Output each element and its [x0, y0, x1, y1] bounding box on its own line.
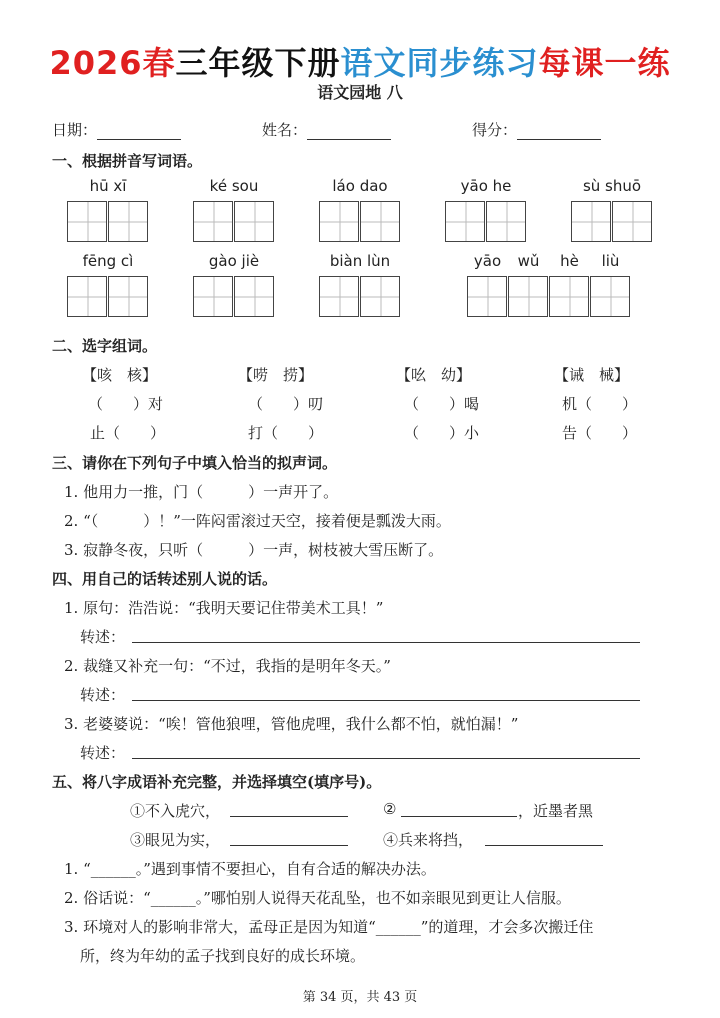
writing-box[interactable] — [234, 276, 274, 317]
section-3-heading: 三、请你在下列句子中填入恰当的拟声词。 — [52, 454, 338, 472]
pinyin: biàn lùn — [329, 252, 391, 270]
writing-box[interactable] — [193, 276, 233, 317]
name-blank[interactable] — [307, 123, 391, 140]
pinyin: liù — [601, 252, 620, 270]
char-group: 【诫 械】 — [554, 366, 630, 384]
writing-box[interactable] — [549, 276, 589, 317]
char-group: 【唠 捞】 — [238, 366, 314, 384]
word-blank[interactable]: 告（ ） — [562, 424, 638, 442]
idiom-2: ② — [383, 800, 397, 818]
answer-line[interactable] — [132, 641, 640, 643]
answer-line[interactable] — [132, 757, 640, 759]
score-blank[interactable] — [517, 123, 601, 140]
name-label: 姓名： — [262, 121, 308, 139]
page-title — [0, 38, 720, 84]
question-item: 1. 原句：浩浩说：“我明天要记住带美术工具！” — [64, 599, 384, 617]
pinyin: láo dao — [332, 177, 388, 195]
writing-box[interactable] — [571, 201, 611, 242]
pinyin: yāo — [473, 252, 502, 270]
question-item: 1. “______。”遇到事情不要担心，自有合适的解决办法。 — [64, 860, 436, 878]
name-field — [262, 119, 391, 140]
pinyin: fēng cì — [82, 252, 134, 270]
writing-box[interactable] — [360, 201, 400, 242]
pinyin: wǔ — [517, 252, 540, 270]
score-label: 得分： — [472, 121, 518, 139]
title-part: 语文同步练习 — [340, 44, 539, 82]
section-1-heading: 一、根据拼音写词语。 — [52, 152, 203, 170]
writing-box[interactable] — [508, 276, 548, 317]
idiom-blank[interactable] — [230, 844, 348, 846]
retell-label: 转述： — [80, 686, 126, 704]
title-part: 2026春 — [49, 44, 176, 82]
idiom-2-end: ，近墨者黑 — [518, 802, 594, 820]
pinyin: ké sou — [209, 177, 259, 195]
pinyin: gào jiè — [208, 252, 260, 270]
word-blank[interactable]: （ ）喝 — [404, 395, 480, 413]
word-blank[interactable]: （ ）小 — [404, 424, 480, 442]
word-blank[interactable]: 止（ ） — [90, 424, 166, 442]
writing-box[interactable] — [360, 276, 400, 317]
question-item: 1. 他用力一推，门（ ）一声开了。 — [64, 483, 339, 501]
word-blank[interactable]: 机（ ） — [562, 395, 638, 413]
page-footer: 第 34 页，共 43 页 — [302, 990, 418, 1005]
writing-box[interactable] — [193, 201, 233, 242]
writing-box[interactable] — [467, 276, 507, 317]
writing-box[interactable] — [445, 201, 485, 242]
pinyin: hè — [560, 252, 579, 270]
date-field — [52, 119, 181, 140]
idiom-blank[interactable] — [485, 844, 603, 846]
question-item-continued: 所，终为年幼的孟子找到良好的成长环境。 — [80, 947, 366, 965]
writing-box[interactable] — [108, 276, 148, 317]
idiom-blank[interactable] — [230, 815, 348, 817]
section-2-heading: 二、选字组词。 — [52, 337, 158, 355]
char-group: 【咳 核】 — [82, 366, 158, 384]
word-blank[interactable]: （ ）对 — [88, 395, 164, 413]
question-item: 2. “（ ）！”一阵闷雷滚过天空，接着便是瓢泼大雨。 — [64, 512, 451, 530]
question-item: 3. 环境对人的影响非常大，孟母正是因为知道“______”的道理，才会多次搬迁住 — [64, 918, 594, 936]
retell-label: 转述： — [80, 744, 126, 762]
idiom-1: ①不入虎穴， — [130, 802, 221, 820]
word-blank[interactable]: 打（ ） — [248, 424, 324, 442]
title-part: 每课一练 — [538, 44, 671, 82]
writing-box[interactable] — [234, 201, 274, 242]
idiom-4: ④兵来将挡， — [383, 831, 474, 849]
idiom-blank[interactable] — [401, 815, 517, 817]
question-item: 3. 老婆婆说：“唉！管他狼哩，管他虎哩，我什么都不怕，就怕漏！” — [64, 715, 519, 733]
writing-box[interactable] — [612, 201, 652, 242]
score-field — [472, 119, 601, 140]
word-blank[interactable]: （ ）叨 — [248, 395, 324, 413]
writing-box[interactable] — [486, 201, 526, 242]
question-item: 2. 俗话说：“______。”哪怕别人说得天花乱坠，也不如亲眼见到更让人信服。 — [64, 889, 571, 907]
question-item: 2. 裁缝又补充一句：“不过，我指的是明年冬天。” — [64, 657, 391, 675]
writing-box[interactable] — [108, 201, 148, 242]
writing-box[interactable] — [590, 276, 630, 317]
section-4-heading: 四、用自己的话转述别人说的话。 — [52, 570, 278, 588]
pinyin: sù shuō — [582, 177, 642, 195]
lesson-subtitle: 语文园地 八 — [317, 83, 403, 102]
retell-label: 转述： — [80, 628, 126, 646]
writing-box[interactable] — [67, 276, 107, 317]
idiom-3: ③眼见为实， — [130, 831, 221, 849]
title-part: 三年级下册 — [175, 44, 341, 82]
question-item: 3. 寂静冬夜，只听（ ）一声，树枝被大雪压断了。 — [64, 541, 444, 559]
section-5-heading: 五、将八字成语补充完整，并选择填空(填序号)。 — [52, 773, 382, 791]
writing-box[interactable] — [67, 201, 107, 242]
pinyin: hū xī — [89, 177, 127, 195]
date-blank[interactable] — [97, 123, 181, 140]
writing-box[interactable] — [319, 201, 359, 242]
pinyin: yāo he — [460, 177, 512, 195]
answer-line[interactable] — [132, 699, 640, 701]
writing-box[interactable] — [319, 276, 359, 317]
char-group: 【吆 幼】 — [396, 366, 472, 384]
date-label: 日期： — [52, 121, 98, 139]
